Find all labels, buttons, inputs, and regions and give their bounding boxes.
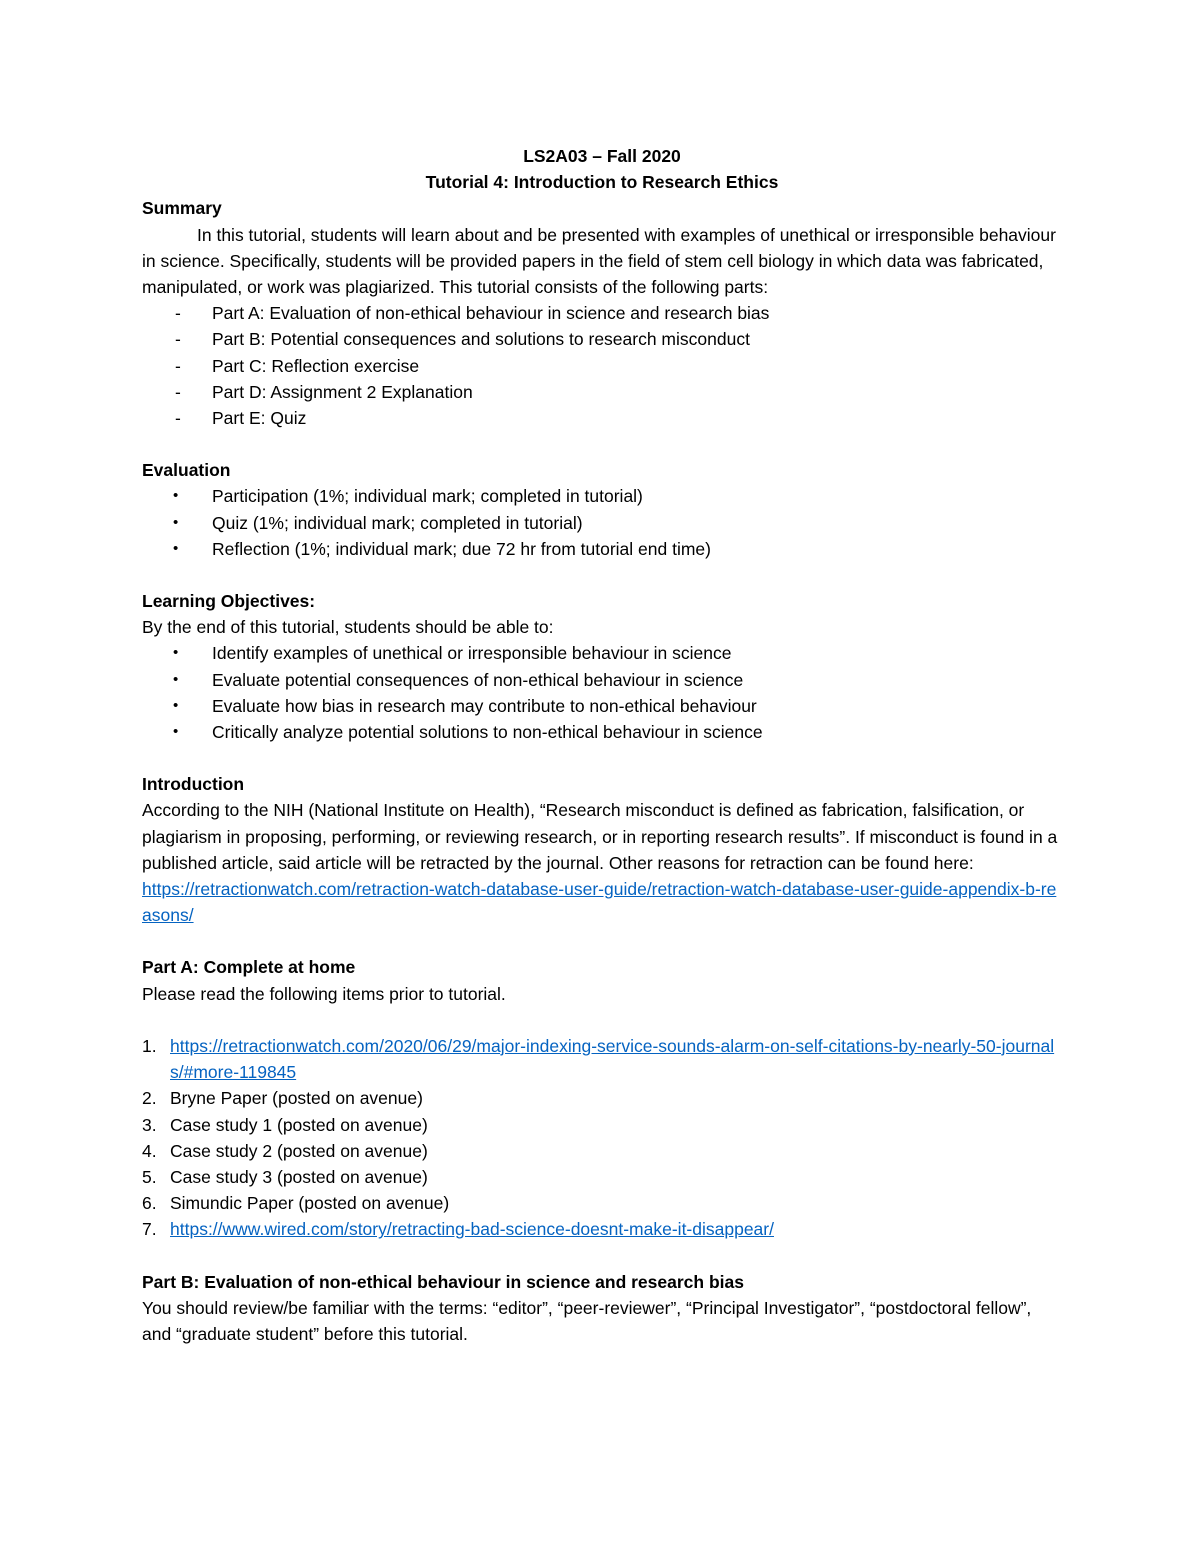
objectives-heading: Learning Objectives: [142, 591, 316, 612]
retraction-reasons-link[interactable]: https://retractionwatch.com/retraction-watch-database-user-guide/retraction-watch-database-user-guide-appendix-b-reasons/ [142, 879, 1057, 926]
bullet-icon: • [173, 513, 179, 531]
summary-heading: Summary [142, 198, 222, 219]
part-a-intro: Please read the following items prior to tutorial. [142, 983, 506, 1004]
document-body [142, 143, 1062, 1347]
course-code: LS2A03 – Fall 2020 [523, 146, 681, 166]
objectives-intro: By the end of this tutorial, students should be able to: [142, 617, 554, 638]
list-item: - Part A: Evaluation of non-ethical behaviour in science and research bias [142, 300, 1062, 326]
spacer [142, 1007, 1062, 1033]
list-item: 1. https://retractionwatch.com/2020/06/29/major-indexing-service-sounds-alarm-on-self-citations-by-nearly-50-journals/#more-119845 [142, 1035, 1055, 1083]
list-item: • Quiz (1%; individual mark; completed in tutorial) [142, 510, 1062, 536]
list-item: 6. Simundic Paper (posted on avenue) [142, 1193, 450, 1214]
dash-icon: - [175, 381, 181, 402]
introduction-paragraph: According to the NIH (National Institute on Health), “Research misconduct is defined as fabrication, falsification, or plagiarism in proposing, performing, or reviewing research, or in reporting research results”. If misconduct is found in a published article, said article will be retracted by the journal. Other reasons for retraction can be found here: [142, 800, 1058, 873]
list-item: 3. Case study 1 (posted on avenue) [142, 1114, 428, 1135]
bullet-icon: • [173, 696, 179, 714]
list-item: - Part E: Quiz [142, 405, 1062, 431]
list-item: • Critically analyze potential solutions to non-ethical behaviour in science [142, 719, 1062, 745]
spacer [142, 745, 1062, 771]
spacer [142, 431, 1062, 457]
dash-icon: - [175, 303, 181, 324]
spacer [142, 562, 1062, 588]
dash-icon: - [175, 408, 181, 429]
retraction-reasons-link-line [142, 876, 1062, 928]
spacer [142, 928, 1062, 954]
dash-icon: - [175, 355, 181, 376]
parts-list [142, 300, 1062, 431]
summary-paragraph: In this tutorial, students will learn about and be presented with examples of unethical or irresponsible behaviour in science. Specifically, students will be provided papers in the field of stem cell biology in which data was fabricated, manipulated, or work was plagiarized. This tutorial consists of the following parts: [142, 224, 1056, 298]
list-item: • Reflection (1%; individual mark; due 72 hr from tutorial end time) [142, 536, 1062, 562]
list-item: • Participation (1%; individual mark; completed in tutorial) [142, 483, 1062, 509]
reading-list [142, 1033, 1062, 1243]
list-item: 7. https://www.wired.com/story/retracting-bad-science-doesnt-make-it-disappear/ [142, 1219, 774, 1240]
evaluation-list [142, 483, 1062, 562]
bullet-icon: • [173, 487, 179, 505]
part-b-heading: Part B: Evaluation of non-ethical behaviour in science and research bias [142, 1271, 744, 1292]
list-item: - Part C: Reflection exercise [142, 353, 1062, 379]
list-item: 5. Case study 3 (posted on avenue) [142, 1166, 428, 1187]
self-citations-article-link[interactable]: https://retractionwatch.com/2020/06/29/major-indexing-service-sounds-alarm-on-self-citations-by-nearly-50-journals/#more-119845 [170, 1035, 1055, 1083]
objectives-list [142, 640, 1062, 745]
bullet-icon: • [173, 539, 179, 557]
list-item: • Evaluate potential consequences of non-ethical behaviour in science [142, 667, 1062, 693]
list-item: • Evaluate how bias in research may contribute to non-ethical behaviour [142, 693, 1062, 719]
dash-icon: - [175, 329, 181, 350]
bullet-icon: • [173, 644, 179, 662]
evaluation-heading: Evaluation [142, 460, 231, 481]
list-item: 2. Bryne Paper (posted on avenue) [142, 1088, 423, 1109]
document-title: Tutorial 4: Introduction to Research Ethics [425, 172, 779, 193]
list-item: - Part D: Assignment 2 Explanation [142, 379, 1062, 405]
spacer [142, 1243, 1062, 1269]
list-item: • Identify examples of unethical or irresponsible behaviour in science [142, 640, 1062, 666]
list-item: 4. Case study 2 (posted on avenue) [142, 1140, 428, 1161]
part-b-paragraph: You should review/be familiar with the terms: “editor”, “peer-reviewer”, “Principal Investigator”, “postdoctoral fellow”, and “graduate student” before this tutorial. [142, 1297, 1032, 1344]
bullet-icon: • [173, 723, 179, 741]
list-item: - Part B: Potential consequences and solutions to research misconduct [142, 326, 1062, 352]
introduction-heading: Introduction [142, 774, 245, 795]
part-a-heading: Part A: Complete at home [142, 957, 356, 978]
bullet-icon: • [173, 670, 179, 688]
wired-article-link[interactable]: https://www.wired.com/story/retracting-bad-science-doesnt-make-it-disappear/ [170, 1219, 774, 1240]
